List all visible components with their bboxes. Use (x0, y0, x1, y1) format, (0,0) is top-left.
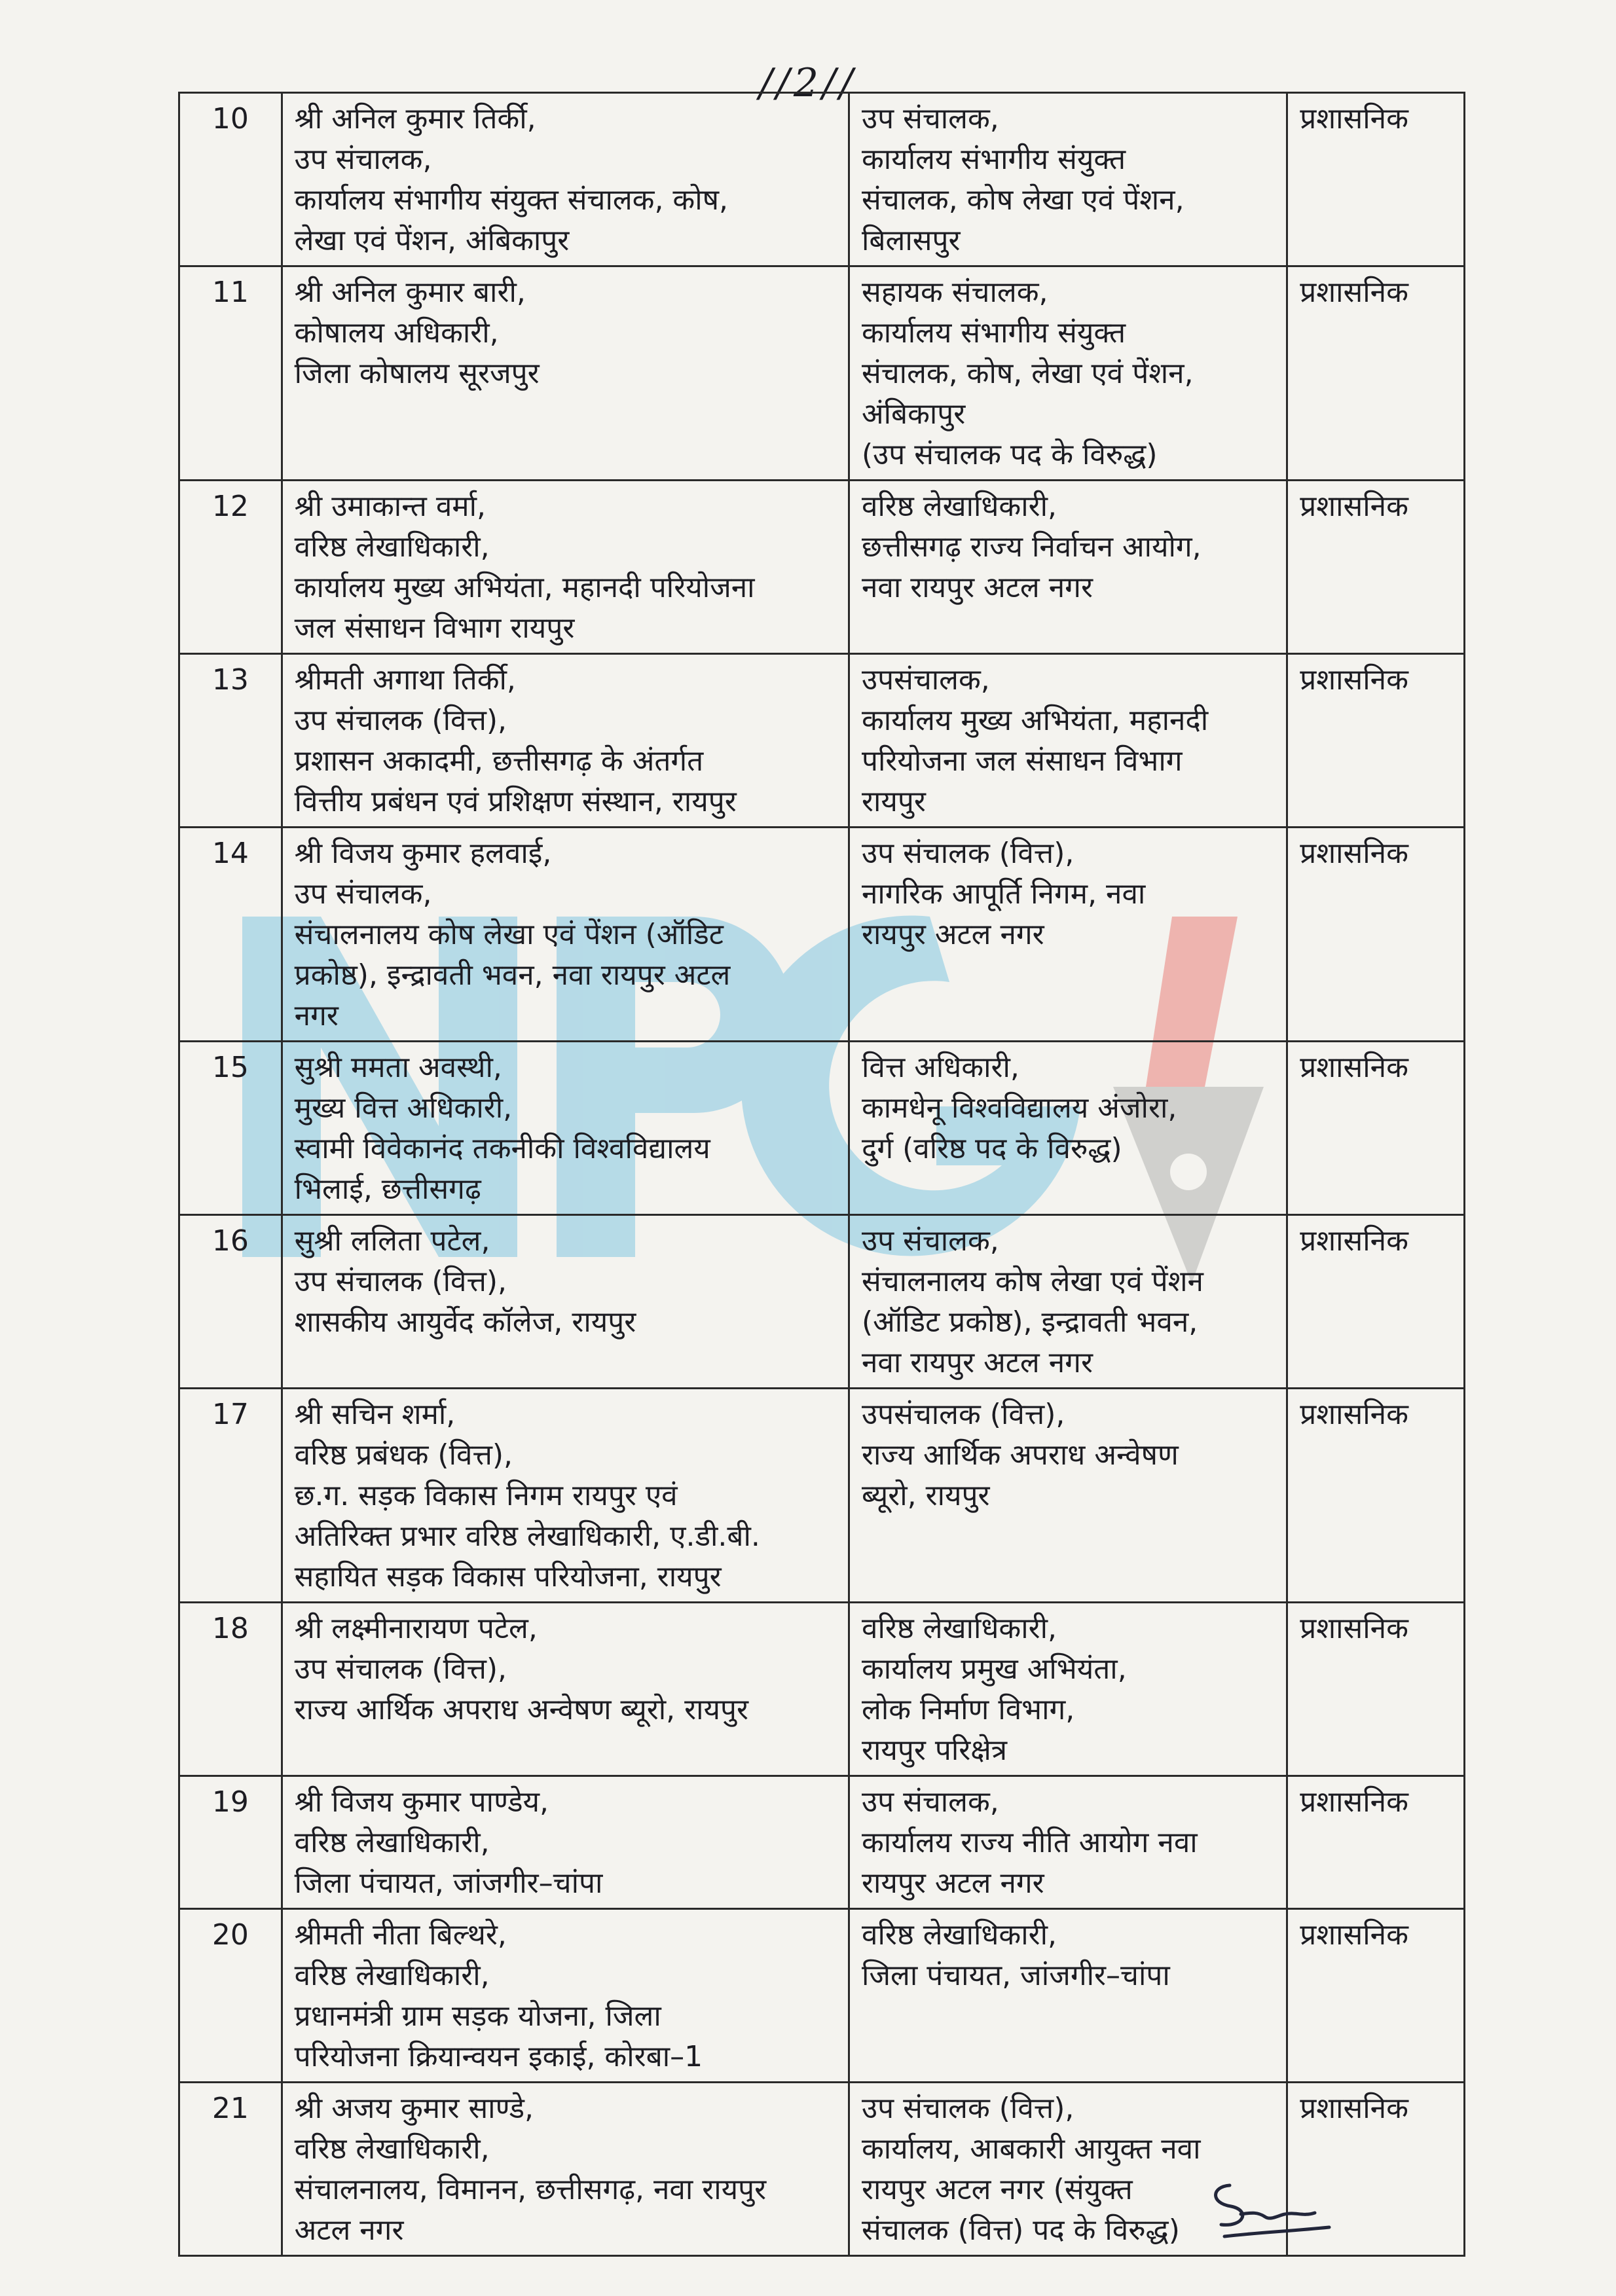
current-posting-line: वरिष्ठ लेखाधिकारी, (294, 1826, 490, 1859)
new-posting-line: उप संचालक, (861, 1224, 999, 1258)
current-posting-line: छ.ग. सड़क विकास निगम रायपुर एवं (294, 1479, 678, 1512)
new-posting-line: नवा रायपुर अटल नगर (861, 571, 1093, 604)
serial-number: 15 (179, 1042, 282, 1215)
transfer-type: प्रशासनिक (1287, 481, 1465, 654)
current-posting (282, 266, 849, 481)
table-row (179, 654, 1465, 828)
current-posting-line: प्रशासन अकादमी, छत्तीसगढ़ के अंतर्गत (294, 744, 704, 778)
new-posting (849, 1215, 1287, 1389)
current-posting-line: उप संचालक (वित्त), (294, 1265, 507, 1298)
transfer-type: प्रशासनिक (1287, 1042, 1465, 1215)
new-posting-line: कार्यालय संभागीय संयुक्त (861, 143, 1126, 176)
table-row (179, 828, 1465, 1042)
transfer-type: प्रशासनिक (1287, 1603, 1465, 1776)
current-posting-line: अतिरिक्त प्रभार वरिष्ठ लेखाधिकारी, ए.डी.बी. (294, 1520, 760, 1553)
new-posting-line: उपसंचालक (वित्त), (861, 1398, 1065, 1431)
new-posting (849, 266, 1287, 481)
transfer-type: प्रशासनिक (1287, 1776, 1465, 1909)
new-posting-line: कार्यालय संभागीय संयुक्त (861, 316, 1126, 350)
table-row (179, 1389, 1465, 1603)
table-row (179, 1215, 1465, 1389)
new-posting-line: राज्य आर्थिक अपराध अन्वेषण (861, 1438, 1179, 1472)
current-posting-line: सुश्री ललिता पटेल, (294, 1224, 490, 1258)
current-posting-line: नगर (294, 999, 339, 1032)
current-posting-line: उप संचालक (वित्त), (294, 704, 507, 737)
current-posting-line: उप संचालक, (294, 877, 432, 911)
current-posting-line: भिलाई, छत्तीसगढ़ (294, 1173, 481, 1206)
new-posting-line: उप संचालक (वित्त), (861, 2092, 1074, 2125)
current-posting-line: सहायित सड़क विकास परियोजना, रायपुर (294, 1560, 722, 1594)
table-row (179, 93, 1465, 266)
transfer-type: प्रशासनिक (1287, 2083, 1465, 2256)
new-posting-line: रायपुर अटल नगर (861, 918, 1044, 951)
new-posting (849, 654, 1287, 828)
new-posting (849, 1042, 1287, 1215)
serial-number: 17 (179, 1389, 282, 1603)
page-number: //2// (759, 60, 857, 106)
current-posting-line: वरिष्ठ लेखाधिकारी, (294, 2132, 490, 2166)
new-posting-line: परियोजना जल संसाधन विभाग (861, 744, 1183, 778)
current-posting-line: वित्तीय प्रबंधन एवं प्रशिक्षण संस्थान, रायपुर (294, 785, 737, 818)
current-posting-line: श्री अजय कुमार साण्डे, (294, 2092, 534, 2125)
serial-number: 16 (179, 1215, 282, 1389)
transfer-type: प्रशासनिक (1287, 1909, 1465, 2083)
current-posting-line: प्रधानमंत्री ग्राम सड़क योजना, जिला (294, 1999, 661, 2033)
transfer-type: प्रशासनिक (1287, 828, 1465, 1042)
serial-number: 10 (179, 93, 282, 266)
new-posting-line: दुर्ग (वरिष्ठ पद के विरुद्ध) (861, 1132, 1122, 1165)
new-posting-line: वरिष्ठ लेखाधिकारी, (861, 490, 1057, 523)
serial-number: 12 (179, 481, 282, 654)
new-posting-line: रायपुर अटल नगर (संयुक्त (861, 2173, 1133, 2206)
table-row (179, 1909, 1465, 2083)
new-posting-line: छत्तीसगढ़ राज्य निर्वाचन आयोग, (861, 530, 1202, 564)
current-posting (282, 1215, 849, 1389)
new-posting-line: संचालक, कोष, लेखा एवं पेंशन, (861, 357, 1194, 390)
new-posting (849, 1776, 1287, 1909)
new-posting-line: वित्त अधिकारी, (861, 1051, 1019, 1084)
current-posting (282, 481, 849, 654)
transfer-type: प्रशासनिक (1287, 93, 1465, 266)
new-posting-line: कार्यालय मुख्य अभियंता, महानदी (861, 704, 1209, 737)
current-posting-line: श्री सचिन शर्मा, (294, 1398, 456, 1431)
current-posting-line: जिला पंचायत, जांजगीर–चांपा (294, 1867, 603, 1900)
new-posting-line: नागरिक आपूर्ति निगम, नवा (861, 877, 1146, 911)
transfer-type: प्रशासनिक (1287, 1389, 1465, 1603)
current-posting (282, 1042, 849, 1215)
new-posting-line: जिला पंचायत, जांजगीर–चांपा (861, 1959, 1170, 1992)
current-posting (282, 828, 849, 1042)
new-posting-line: वरिष्ठ लेखाधिकारी, (861, 1612, 1057, 1645)
serial-number: 20 (179, 1909, 282, 2083)
new-posting-line: (ऑडिट प्रकोष्ठ), इन्द्रावती भवन, (861, 1305, 1198, 1339)
current-posting-line: जिला कोषालय सूरजपुर (294, 357, 540, 390)
current-posting (282, 654, 849, 828)
new-posting-line: बिलासपुर (861, 224, 961, 257)
current-posting-line: प्रकोष्ठ), इन्द्रावती भवन, नवा रायपुर अटल (294, 958, 731, 992)
current-posting (282, 93, 849, 266)
current-posting-line: श्री अनिल कुमार बारी, (294, 276, 526, 309)
current-posting-line: स्वामी विवेकानंद तकनीकी विश्वविद्यालय (294, 1132, 710, 1165)
transfer-table (178, 92, 1465, 2257)
new-posting (849, 481, 1287, 654)
new-posting-line: वरिष्ठ लेखाधिकारी, (861, 1918, 1057, 1952)
current-posting-line: संचालनालय, विमानन, छत्तीसगढ़, नवा रायपुर (294, 2173, 767, 2206)
current-posting-line: श्री विजय कुमार हलवाई, (294, 837, 552, 870)
new-posting-line: (उप संचालक पद के विरुद्ध) (861, 438, 1158, 471)
table-row (179, 481, 1465, 654)
serial-number: 13 (179, 654, 282, 828)
serial-number: 18 (179, 1603, 282, 1776)
current-posting-line: वरिष्ठ प्रबंधक (वित्त), (294, 1438, 513, 1472)
current-posting (282, 2083, 849, 2256)
current-posting (282, 1389, 849, 1603)
new-posting-line: नवा रायपुर अटल नगर (861, 1346, 1093, 1379)
new-posting (849, 1389, 1287, 1603)
new-posting (849, 828, 1287, 1042)
current-posting-line: श्री उमाकान्त वर्मा, (294, 490, 486, 523)
current-posting (282, 1909, 849, 2083)
current-posting-line: श्री विजय कुमार पाण्डेय, (294, 1785, 549, 1819)
new-posting-line: रायपुर परिक्षेत्र (861, 1734, 1008, 1767)
current-posting-line: उप संचालक, (294, 143, 432, 176)
new-posting-line: कार्यालय प्रमुख अभियंता, (861, 1652, 1127, 1686)
new-posting-line: उप संचालक, (861, 1785, 999, 1819)
new-posting-line: संचालक, कोष लेखा एवं पेंशन, (861, 183, 1184, 217)
table-row (179, 266, 1465, 481)
current-posting-line: श्रीमती नीता बिल्थरे, (294, 1918, 507, 1952)
new-posting-line: कामधेनू विश्वविद्यालय अंजोरा, (861, 1091, 1177, 1125)
current-posting-line: श्री अनिल कुमार तिर्की, (294, 102, 536, 136)
current-posting-line: शासकीय आयुर्वेद कॉलेज, रायपुर (294, 1305, 636, 1339)
current-posting-line: मुख्य वित्त अधिकारी, (294, 1091, 513, 1125)
transfer-type: प्रशासनिक (1287, 654, 1465, 828)
current-posting-line: अटल नगर (294, 2214, 404, 2247)
current-posting-line: जल संसाधन विभाग रायपुर (294, 611, 575, 645)
current-posting (282, 1776, 849, 1909)
transfer-type: प्रशासनिक (1287, 1215, 1465, 1389)
current-posting-line: उप संचालक (वित्त), (294, 1652, 507, 1686)
current-posting-line: श्रीमती अगाथा तिर्की, (294, 663, 516, 697)
serial-number: 11 (179, 266, 282, 481)
signature (1205, 2174, 1336, 2246)
serial-number: 14 (179, 828, 282, 1042)
new-posting-line: लोक निर्माण विभाग, (861, 1693, 1075, 1726)
new-posting-line: संचालक (वित्त) पद के विरुद्ध) (861, 2214, 1180, 2247)
transfer-type: प्रशासनिक (1287, 266, 1465, 481)
current-posting-line: वरिष्ठ लेखाधिकारी, (294, 530, 490, 564)
current-posting-line: कोषालय अधिकारी, (294, 316, 499, 350)
serial-number: 19 (179, 1776, 282, 1909)
new-posting-line: सहायक संचालक, (861, 276, 1048, 309)
current-posting-line: श्री लक्ष्मीनारायण पटेल, (294, 1612, 538, 1645)
current-posting-line: परियोजना क्रियान्वयन इकाई, कोरबा–1 (294, 2040, 703, 2073)
new-posting (849, 1603, 1287, 1776)
new-posting-line: उप संचालक (वित्त), (861, 837, 1074, 870)
new-posting-line: अंबिकापुर (861, 397, 966, 431)
current-posting-line: कार्यालय संभागीय संयुक्त संचालक, कोष, (294, 183, 729, 217)
new-posting-line: उपसंचालक, (861, 663, 990, 697)
new-posting (849, 1909, 1287, 2083)
current-posting-line: सुश्री ममता अवस्थी, (294, 1051, 502, 1084)
new-posting-line: संचालनालय कोष लेखा एवं पेंशन (861, 1265, 1203, 1298)
new-posting-line: कार्यालय राज्य नीति आयोग नवा (861, 1826, 1198, 1859)
new-posting-line: कार्यालय, आबकारी आयुक्त नवा (861, 2132, 1201, 2166)
current-posting-line: संचालनालय कोष लेखा एवं पेंशन (ऑडिट (294, 918, 724, 951)
current-posting-line: कार्यालय मुख्य अभियंता, महानदी परियोजना (294, 571, 755, 604)
current-posting-line: वरिष्ठ लेखाधिकारी, (294, 1959, 490, 1992)
current-posting (282, 1603, 849, 1776)
new-posting-line: रायपुर (861, 785, 926, 818)
table-row (179, 1776, 1465, 1909)
serial-number: 21 (179, 2083, 282, 2256)
new-posting-line: रायपुर अटल नगर (861, 1867, 1044, 1900)
table-row (179, 1603, 1465, 1776)
new-posting (849, 93, 1287, 266)
table-row (179, 1042, 1465, 1215)
new-posting-line: उप संचालक, (861, 102, 999, 136)
current-posting-line: लेखा एवं पेंशन, अंबिकापुर (294, 224, 570, 257)
new-posting-line: ब्यूरो, रायपुर (861, 1479, 990, 1512)
current-posting-line: राज्य आर्थिक अपराध अन्वेषण ब्यूरो, रायपुर (294, 1693, 749, 1726)
